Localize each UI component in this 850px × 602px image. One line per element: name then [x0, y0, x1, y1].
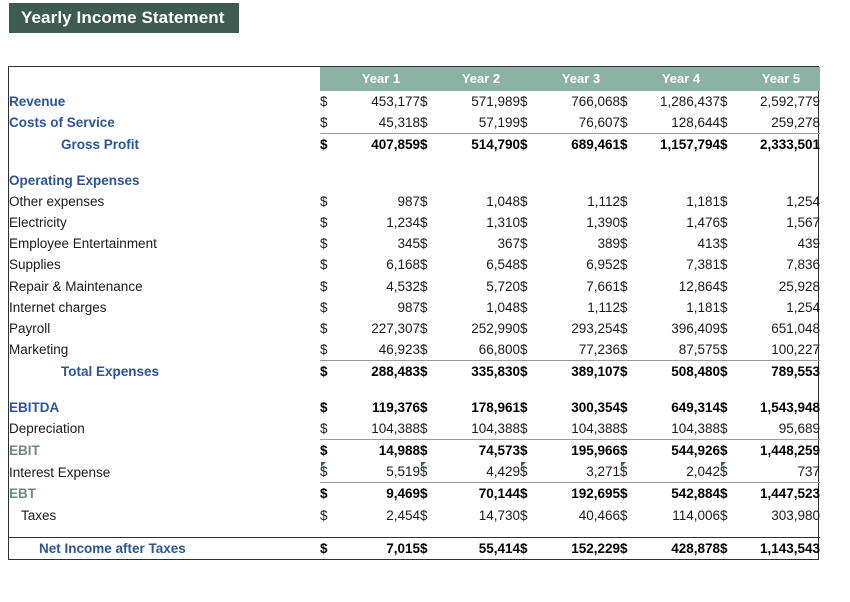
- currency-symbol-revenue-year-5: $: [720, 94, 728, 109]
- spacer-cell: [9, 156, 820, 170]
- table-row-payroll: [9, 318, 820, 339]
- cell-supplies-year-3[interactable]: 6,952: [586, 257, 620, 273]
- header-cell-currency-year-5: [720, 67, 742, 91]
- currency-symbol-employee-entertainment-year-4: $: [620, 236, 628, 252]
- cell-net-income-after-taxes-year-2[interactable]: 55,414: [442, 537, 520, 559]
- currency-symbol-operating-expenses-year-5: [720, 170, 742, 191]
- table-row-repair-and-maintenance: [9, 276, 820, 297]
- cell-payroll-year-4[interactable]: 396,409: [671, 321, 720, 337]
- currency-symbol-ebit-year-3: $: [520, 440, 542, 462]
- cell-internet-charges-year-2[interactable]: 1,048: [486, 299, 520, 315]
- currency-symbol-net-income-after-taxes-year-3: $: [520, 537, 542, 559]
- cell-interest-expense-year-2[interactable]: 4,429: [486, 464, 520, 480]
- currency-symbol-costs-of-service-year-5: $: [720, 115, 728, 131]
- column-header-year-3[interactable]: Year 3: [542, 67, 620, 91]
- cell-depreciation-year-4[interactable]: 104,388: [671, 420, 720, 436]
- cell-operating-expenses-year-1[interactable]: [342, 170, 420, 191]
- cell-ebt-year-5[interactable]: 1,447,523: [742, 483, 820, 505]
- row-label-interest-expense[interactable]: Interest Expense: [9, 464, 111, 480]
- cell-revenue-year-2[interactable]: 571,989: [471, 94, 520, 109]
- cell-taxes-year-4[interactable]: 114,006: [672, 507, 720, 523]
- currency-symbol-net-income-after-taxes-year-1: $: [320, 537, 342, 559]
- cell-net-income-after-taxes-year-1[interactable]: 7,015: [342, 537, 420, 559]
- currency-symbol-employee-entertainment-year-5: $: [720, 236, 728, 252]
- spacer-row-before-net-income: [9, 526, 820, 538]
- cell-ebit-year-4[interactable]: 544,926: [642, 440, 720, 462]
- row-label-depreciation[interactable]: Depreciation: [9, 421, 85, 437]
- cell-payroll-year-1[interactable]: 227,307: [371, 321, 420, 337]
- currency-symbol-payroll-year-2: $: [420, 321, 428, 337]
- cell-gross-profit-year-1[interactable]: 407,859: [342, 134, 420, 156]
- cell-employee-entertainment-year-1[interactable]: 345: [397, 236, 420, 252]
- currency-symbol-ebt-year-5: $: [720, 483, 742, 505]
- row-label-taxes[interactable]: Taxes: [21, 507, 57, 523]
- cell-interest-expense-year-3[interactable]: 3,271: [586, 464, 620, 480]
- row-label-ebt[interactable]: EBT: [9, 486, 36, 502]
- currency-symbol-interest-expense-year-4: $: [620, 464, 628, 480]
- cell-interest-expense-year-4[interactable]: 2,042: [686, 464, 720, 480]
- currency-symbol-taxes-year-3: $: [520, 507, 528, 523]
- currency-symbol-employee-entertainment-year-3: $: [520, 236, 528, 252]
- row-label-supplies[interactable]: Supplies: [9, 257, 61, 273]
- cell-costs-of-service-year-1[interactable]: 45,318: [378, 115, 420, 131]
- cell-gross-profit-year-5[interactable]: 2,333,501: [742, 134, 820, 156]
- currency-symbol-ebit-year-4: $: [620, 440, 642, 462]
- currency-symbol-other-expenses-year-3: $: [520, 193, 528, 209]
- cell-electricity-year-4[interactable]: 1,476: [686, 215, 720, 231]
- currency-symbol-net-income-after-taxes-year-4: $: [620, 537, 642, 559]
- currency-symbol-gross-profit-year-4: $: [620, 134, 642, 156]
- cell-employee-entertainment-year-5[interactable]: 439: [797, 236, 820, 252]
- currency-symbol-repair-and-maintenance-year-4: $: [620, 278, 628, 294]
- currency-symbol-internet-charges-year-4: $: [620, 299, 628, 315]
- row-label-total-expenses[interactable]: Total Expenses: [61, 364, 160, 380]
- currency-symbol-gross-profit-year-1: $: [320, 134, 342, 156]
- cell-total-expenses-year-1[interactable]: 288,483: [342, 361, 420, 383]
- row-label-ebitda[interactable]: EBITDA: [9, 399, 60, 415]
- income-statement-table-container: [8, 66, 819, 560]
- currency-symbol-internet-charges-year-2: $: [420, 299, 428, 315]
- cell-revenue-year-1[interactable]: 453,177: [371, 94, 420, 109]
- cell-ebt-year-3[interactable]: 192,695: [542, 483, 620, 505]
- currency-symbol-ebit-year-5: $: [720, 440, 742, 462]
- currency-symbol-interest-expense-year-2: $: [420, 464, 428, 480]
- cell-ebt-year-4[interactable]: 542,884: [642, 483, 720, 505]
- page-title: Yearly Income Statement: [21, 8, 225, 27]
- cell-ebit-year-2[interactable]: 74,573: [442, 440, 520, 462]
- cell-electricity-year-3[interactable]: 1,390: [586, 215, 620, 231]
- table-row-revenue: [9, 91, 820, 112]
- cell-employee-entertainment-year-4[interactable]: 413: [697, 236, 720, 252]
- spacer-row-before-ebitda: [9, 383, 820, 397]
- currency-symbol-other-expenses-year-4: $: [620, 193, 628, 209]
- cell-taxes-year-3[interactable]: 40,466: [578, 507, 620, 523]
- table-row-depreciation: [9, 418, 820, 440]
- header-cell-currency-year-1: [320, 67, 342, 91]
- currency-symbol-supplies-year-2: $: [420, 257, 428, 273]
- cell-payroll-year-3[interactable]: 293,254: [571, 321, 620, 337]
- cell-total-expenses-year-3[interactable]: 389,107: [542, 361, 620, 383]
- header-cell-currency-year-4: [620, 67, 642, 91]
- table-row-other-expenses: [9, 191, 820, 212]
- currency-symbol-supplies-year-5: $: [720, 257, 728, 273]
- header-cell-currency-year-2: [420, 67, 442, 91]
- column-header-year-1[interactable]: Year 1: [342, 67, 420, 91]
- cell-marketing-year-1[interactable]: 46,923: [378, 342, 420, 358]
- cell-supplies-year-1[interactable]: 6,168: [386, 257, 420, 273]
- currency-symbol-ebitda-year-4: $: [620, 399, 628, 415]
- currency-symbol-ebit-year-2: $: [420, 440, 442, 462]
- row-label-repair-and-maintenance[interactable]: Repair & Maintenance: [9, 278, 143, 294]
- cell-internet-charges-year-5[interactable]: 1,254: [786, 299, 820, 315]
- currency-symbol-costs-of-service-year-2: $: [420, 115, 428, 131]
- cell-ebt-year-2[interactable]: 70,144: [442, 483, 520, 505]
- table-row-supplies: [9, 254, 820, 275]
- row-label-revenue[interactable]: Revenue: [9, 94, 66, 109]
- column-header-year-4[interactable]: Year 4: [642, 67, 720, 91]
- cell-net-income-after-taxes-year-3[interactable]: 152,229: [542, 537, 620, 559]
- row-label-marketing[interactable]: Marketing: [9, 342, 69, 358]
- income-statement-table: [9, 67, 820, 559]
- cell-repair-and-maintenance-year-5[interactable]: 25,928: [778, 278, 820, 294]
- table-row-gross-profit: [9, 134, 820, 156]
- currency-symbol-gross-profit-year-3: $: [520, 134, 542, 156]
- table-row-interest-expense: [9, 461, 820, 483]
- cell-repair-and-maintenance-year-2[interactable]: 5,720: [486, 278, 520, 294]
- cell-depreciation-year-2[interactable]: 104,388: [471, 420, 520, 436]
- cell-ebit-year-3[interactable]: 195,966: [542, 440, 620, 462]
- currency-symbol-marketing-year-1: $: [320, 342, 328, 358]
- currency-symbol-ebitda-year-5: $: [720, 399, 728, 415]
- currency-symbol-ebit-year-1: $: [320, 440, 342, 462]
- cell-gross-profit-year-2[interactable]: 514,790: [442, 134, 520, 156]
- cell-revenue-year-5[interactable]: 2,592,779: [759, 94, 820, 109]
- cell-marketing-year-2[interactable]: 66,800: [478, 342, 520, 358]
- currency-symbol-total-expenses-year-3: $: [520, 361, 542, 383]
- currency-symbol-payroll-year-4: $: [620, 321, 628, 337]
- currency-symbol-employee-entertainment-year-2: $: [420, 236, 428, 252]
- cell-operating-expenses-year-2[interactable]: [442, 170, 520, 191]
- cell-taxes-year-5[interactable]: 303,980: [771, 507, 820, 523]
- currency-symbol-marketing-year-2: $: [420, 342, 428, 358]
- cell-ebt-year-1[interactable]: 9,469: [342, 483, 420, 505]
- cell-electricity-year-5[interactable]: 1,567: [786, 215, 820, 231]
- cell-total-expenses-year-2[interactable]: 335,830: [442, 361, 520, 383]
- cell-supplies-year-4[interactable]: 7,381: [686, 257, 720, 273]
- row-label-electricity[interactable]: Electricity: [9, 215, 67, 231]
- cell-other-expenses-year-1[interactable]: 987: [397, 193, 420, 209]
- cell-internet-charges-year-1[interactable]: 987: [397, 299, 420, 315]
- cell-costs-of-service-year-2[interactable]: 57,199: [478, 115, 520, 131]
- currency-symbol-interest-expense-year-1: $: [320, 464, 328, 480]
- currency-symbol-internet-charges-year-1: $: [320, 299, 328, 315]
- error-indicator-triangle-icon: [421, 462, 426, 467]
- row-label-ebit[interactable]: EBIT: [9, 442, 40, 458]
- cell-depreciation-year-1[interactable]: 104,388: [371, 420, 420, 436]
- table-row-total-expenses: [9, 361, 820, 383]
- table-row-operating-expenses: [9, 170, 820, 191]
- currency-symbol-electricity-year-4: $: [620, 215, 628, 231]
- currency-symbol-supplies-year-3: $: [520, 257, 528, 273]
- currency-symbol-operating-expenses-year-1: [320, 170, 342, 191]
- currency-symbol-depreciation-year-3: $: [520, 420, 528, 436]
- cell-costs-of-service-year-4[interactable]: 128,644: [671, 115, 720, 131]
- cell-repair-and-maintenance-year-4[interactable]: 12,864: [678, 278, 720, 294]
- cell-ebitda-year-3[interactable]: 300,354: [571, 399, 620, 415]
- table-row-internet-charges: [9, 297, 820, 318]
- table-row-ebit: [9, 440, 820, 462]
- table-row-ebt: [9, 483, 820, 505]
- cell-ebit-year-5[interactable]: 1,448,259: [742, 440, 820, 462]
- currency-symbol-payroll-year-3: $: [520, 321, 528, 337]
- currency-symbol-internet-charges-year-3: $: [520, 299, 528, 315]
- row-label-payroll[interactable]: Payroll: [9, 321, 51, 337]
- cell-costs-of-service-year-5[interactable]: 259,278: [771, 115, 820, 131]
- cell-marketing-year-4[interactable]: 87,575: [678, 342, 720, 358]
- cell-employee-entertainment-year-2[interactable]: 367: [497, 236, 520, 252]
- currency-symbol-total-expenses-year-4: $: [620, 361, 642, 383]
- spacer-row-before-operating-expenses: [9, 156, 820, 170]
- currency-symbol-costs-of-service-year-3: $: [520, 115, 528, 131]
- currency-symbol-revenue-year-3: $: [520, 94, 528, 109]
- currency-symbol-total-expenses-year-1: $: [320, 361, 342, 383]
- row-label-internet-charges[interactable]: Internet charges: [9, 299, 107, 315]
- header-cell-currency-year-3: [520, 67, 542, 91]
- row-label-operating-expenses[interactable]: Operating Expenses: [9, 172, 140, 188]
- cell-operating-expenses-year-4[interactable]: [642, 170, 720, 191]
- currency-symbol-other-expenses-year-1: $: [320, 193, 328, 209]
- currency-symbol-total-expenses-year-2: $: [420, 361, 442, 383]
- table-row-ebitda: [9, 397, 820, 418]
- currency-symbol-net-income-after-taxes-year-5: $: [720, 537, 742, 559]
- currency-symbol-electricity-year-3: $: [520, 215, 528, 231]
- cell-net-income-after-taxes-year-5[interactable]: 1,143,543: [742, 537, 820, 559]
- currency-symbol-taxes-year-5: $: [720, 507, 728, 523]
- cell-other-expenses-year-2[interactable]: 1,048: [486, 193, 520, 209]
- currency-symbol-revenue-year-2: $: [420, 94, 428, 109]
- currency-symbol-electricity-year-1: $: [320, 215, 328, 231]
- cell-electricity-year-1[interactable]: 1,234: [386, 215, 420, 231]
- table-header-row: [9, 67, 820, 91]
- currency-symbol-net-income-after-taxes-year-2: $: [420, 537, 442, 559]
- table-row-marketing: [9, 339, 820, 361]
- currency-symbol-ebt-year-2: $: [420, 483, 442, 505]
- currency-symbol-electricity-year-5: $: [720, 215, 728, 231]
- column-header-year-5[interactable]: Year 5: [742, 67, 820, 91]
- cell-other-expenses-year-4[interactable]: 1,181: [686, 193, 720, 209]
- cell-costs-of-service-year-3[interactable]: 76,607: [578, 115, 620, 131]
- cell-other-expenses-year-5[interactable]: 1,254: [786, 193, 820, 209]
- table-body: [9, 91, 820, 559]
- cell-net-income-after-taxes-year-4[interactable]: 428,878: [642, 537, 720, 559]
- cell-gross-profit-year-3[interactable]: 689,461: [542, 134, 620, 156]
- spacer-cell: [9, 526, 820, 538]
- column-header-year-2[interactable]: Year 2: [442, 67, 520, 91]
- cell-ebitda-year-5[interactable]: 1,543,948: [759, 399, 820, 415]
- row-label-gross-profit[interactable]: Gross Profit: [61, 137, 140, 153]
- cell-operating-expenses-year-3[interactable]: [542, 170, 620, 191]
- currency-symbol-ebt-year-4: $: [620, 483, 642, 505]
- currency-symbol-taxes-year-1: $: [320, 507, 328, 523]
- cell-ebitda-year-4[interactable]: 649,314: [671, 399, 720, 415]
- currency-symbol-supplies-year-1: $: [320, 257, 328, 273]
- currency-symbol-gross-profit-year-2: $: [420, 134, 442, 156]
- currency-symbol-marketing-year-5: $: [720, 342, 728, 358]
- table-row-taxes: [9, 505, 820, 526]
- cell-electricity-year-2[interactable]: 1,310: [486, 215, 520, 231]
- cell-depreciation-year-5[interactable]: 95,689: [778, 420, 820, 436]
- currency-symbol-costs-of-service-year-4: $: [620, 115, 628, 131]
- table-header: [9, 67, 820, 91]
- currency-symbol-costs-of-service-year-1: $: [320, 115, 328, 131]
- cell-interest-expense-year-1[interactable]: 5,519: [386, 464, 420, 480]
- row-label-costs-of-service[interactable]: Costs of Service: [9, 115, 115, 131]
- cell-depreciation-year-3[interactable]: 104,388: [571, 420, 620, 436]
- currency-symbol-electricity-year-2: $: [420, 215, 428, 231]
- cell-internet-charges-year-4[interactable]: 1,181: [686, 299, 720, 315]
- currency-symbol-taxes-year-4: $: [620, 507, 628, 523]
- error-indicator-triangle-icon: [721, 462, 726, 467]
- currency-symbol-interest-expense-year-3: $: [520, 464, 528, 480]
- cell-gross-profit-year-4[interactable]: 1,157,794: [642, 134, 720, 156]
- cell-marketing-year-3[interactable]: 77,236: [578, 342, 620, 358]
- statement-title-banner: [9, 3, 239, 33]
- currency-symbol-depreciation-year-5: $: [720, 420, 728, 436]
- cell-operating-expenses-year-5[interactable]: [742, 170, 820, 191]
- error-indicator-triangle-icon: [621, 462, 626, 467]
- cell-ebitda-year-1[interactable]: 119,376: [371, 399, 420, 415]
- cell-other-expenses-year-3[interactable]: 1,112: [587, 193, 620, 209]
- currency-symbol-gross-profit-year-5: $: [720, 134, 742, 156]
- currency-symbol-marketing-year-3: $: [520, 342, 528, 358]
- currency-symbol-ebitda-year-1: $: [320, 399, 328, 415]
- error-indicator-triangle-icon: [321, 462, 326, 467]
- cell-supplies-year-2[interactable]: 6,548: [486, 257, 520, 273]
- currency-symbol-revenue-year-1: $: [320, 94, 328, 109]
- table-row-costs-of-service: [9, 112, 820, 134]
- currency-symbol-ebt-year-1: $: [320, 483, 342, 505]
- currency-symbol-payroll-year-1: $: [320, 321, 328, 337]
- currency-symbol-depreciation-year-4: $: [620, 420, 628, 436]
- currency-symbol-payroll-year-5: $: [720, 321, 728, 337]
- currency-symbol-employee-entertainment-year-1: $: [320, 236, 328, 252]
- currency-symbol-repair-and-maintenance-year-3: $: [520, 278, 528, 294]
- cell-revenue-year-4[interactable]: 1,286,437: [659, 94, 720, 109]
- cell-employee-entertainment-year-3[interactable]: 389: [597, 236, 620, 252]
- table-row-net-income-after-taxes: [9, 537, 820, 559]
- cell-marketing-year-5[interactable]: 100,227: [771, 342, 820, 358]
- cell-total-expenses-year-4[interactable]: 508,480: [642, 361, 720, 383]
- currency-symbol-other-expenses-year-2: $: [420, 193, 428, 209]
- currency-symbol-repair-and-maintenance-year-2: $: [420, 278, 428, 294]
- currency-symbol-ebt-year-3: $: [520, 483, 542, 505]
- spacer-cell: [9, 383, 820, 397]
- cell-ebit-year-1[interactable]: 14,988: [342, 440, 420, 462]
- cell-revenue-year-3[interactable]: 766,068: [571, 94, 620, 109]
- currency-symbol-operating-expenses-year-4: [620, 170, 642, 191]
- currency-symbol-total-expenses-year-5: $: [720, 361, 742, 383]
- currency-symbol-repair-and-maintenance-year-5: $: [720, 278, 728, 294]
- currency-symbol-internet-charges-year-5: $: [720, 299, 728, 315]
- table-row-electricity: [9, 212, 820, 233]
- error-indicator-triangle-icon: [521, 462, 526, 467]
- cell-payroll-year-2[interactable]: 252,990: [471, 321, 520, 337]
- cell-ebitda-year-2[interactable]: 178,961: [471, 399, 520, 415]
- currency-symbol-operating-expenses-year-3: [520, 170, 542, 191]
- currency-symbol-ebitda-year-2: $: [420, 399, 428, 415]
- currency-symbol-operating-expenses-year-2: [420, 170, 442, 191]
- row-label-net-income-after-taxes[interactable]: Net Income after Taxes: [9, 537, 320, 559]
- currency-symbol-other-expenses-year-5: $: [720, 193, 728, 209]
- row-label-employee-entertainment[interactable]: Employee Entertainment: [9, 236, 157, 252]
- row-label-other-expenses[interactable]: Other expenses: [9, 193, 105, 209]
- currency-symbol-marketing-year-4: $: [620, 342, 628, 358]
- currency-symbol-interest-expense-year-5: $: [720, 464, 728, 480]
- cell-interest-expense-year-5[interactable]: 737: [797, 464, 820, 480]
- currency-symbol-depreciation-year-2: $: [420, 420, 428, 436]
- currency-symbol-repair-and-maintenance-year-1: $: [320, 278, 328, 294]
- cell-payroll-year-5[interactable]: 651,048: [771, 321, 820, 337]
- cell-repair-and-maintenance-year-3[interactable]: 7,661: [586, 278, 620, 294]
- header-cell-blank: [9, 67, 320, 91]
- currency-symbol-supplies-year-4: $: [620, 257, 628, 273]
- cell-taxes-year-2[interactable]: 14,730: [478, 507, 520, 523]
- currency-symbol-ebitda-year-3: $: [520, 399, 528, 415]
- cell-supplies-year-5[interactable]: 7,836: [786, 257, 820, 273]
- cell-internet-charges-year-3[interactable]: 1,112: [587, 299, 620, 315]
- currency-symbol-taxes-year-2: $: [420, 507, 428, 523]
- cell-repair-and-maintenance-year-1[interactable]: 4,532: [386, 278, 420, 294]
- cell-total-expenses-year-5[interactable]: 789,553: [742, 361, 820, 383]
- currency-symbol-depreciation-year-1: $: [320, 420, 328, 436]
- cell-taxes-year-1[interactable]: 2,454: [386, 507, 420, 523]
- currency-symbol-revenue-year-4: $: [620, 94, 628, 109]
- table-row-employee-entertainment: [9, 233, 820, 254]
